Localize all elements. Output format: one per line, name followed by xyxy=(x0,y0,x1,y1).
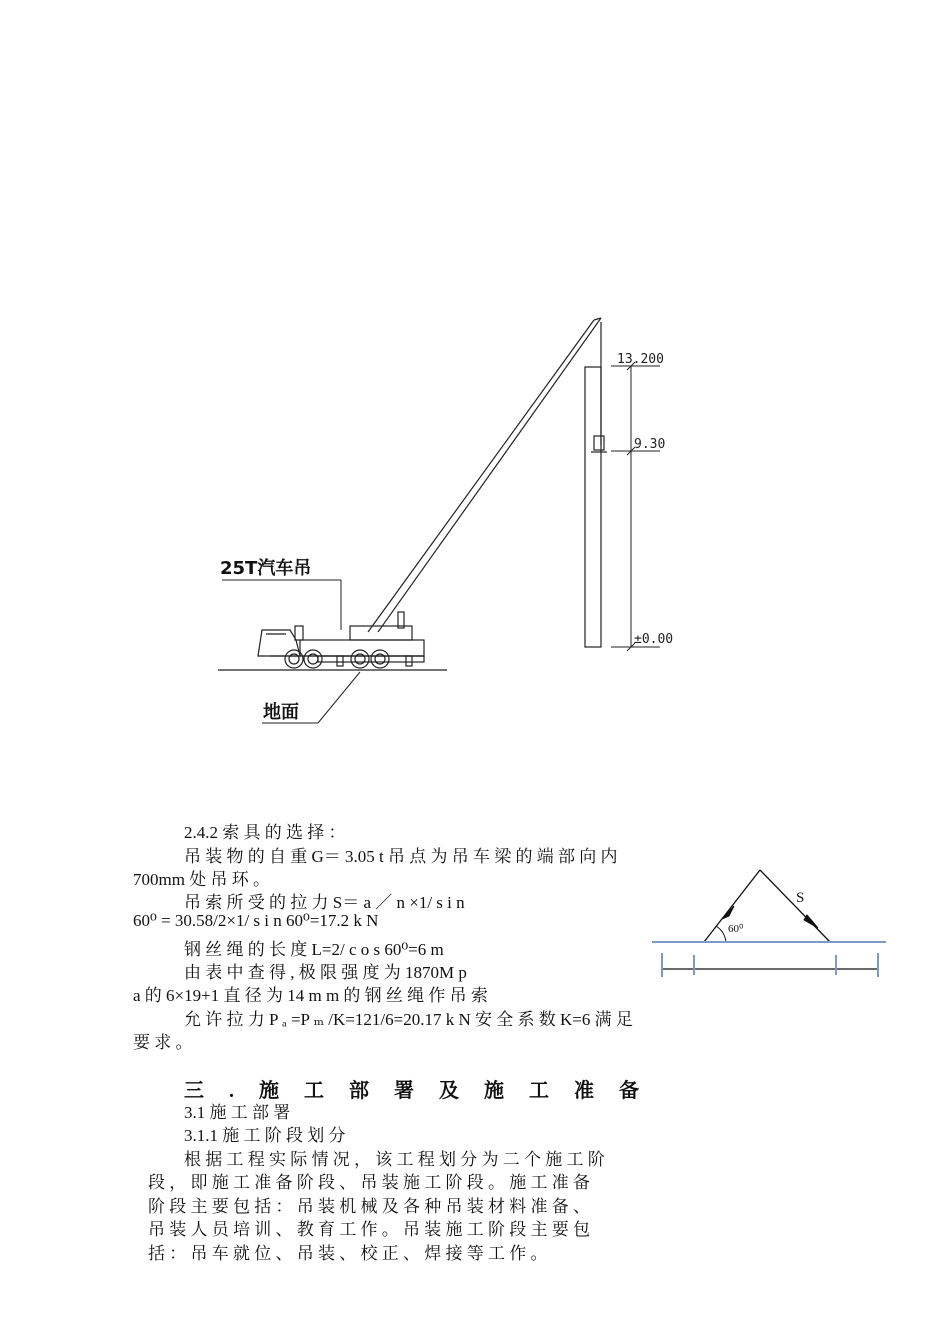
section-311-heading: 3.1.1 施 工 阶 段 划 分 xyxy=(184,1126,346,1145)
crane-boom xyxy=(368,318,601,632)
section-311-para-line4: 吊 装 人 员 培 训 、 教 育 工 作 。 吊 装 施 工 阶 段 主 要 包 xyxy=(148,1220,590,1239)
section-311-para-line1: 根 据 工 程 实 际 情 况 ， 该 工 程 划 分 为 二 个 施 工 阶 xyxy=(184,1150,605,1169)
ground-label-leader-diag xyxy=(318,672,360,723)
section-242-line4a: 由 表 中 查 得 , 极 限 强 度 为 1870M p xyxy=(184,963,467,982)
section-242-line4b: a 的 6×19+1 直 径 为 14 m m 的 钢 丝 绳 作 吊 索 xyxy=(133,986,488,1005)
section-242-heading: 2.4.2 索 具 的 选 择 ： xyxy=(184,823,346,842)
section-242-line5a: 允 许 拉 力 P ₐ =P ₘ /K=121/6=20.17 k N 安 全 系 数 K=6 满 足 xyxy=(184,1010,633,1029)
section-242-line1b: 700mm 处 吊 环 。 xyxy=(133,870,270,889)
section-242-line2b: 60⁰ = 30.58/2×1/ s i n 60⁰=17.2 k N xyxy=(133,911,379,930)
section-311-para-line2: 段 ， 即 施 工 准 备 阶 段 、 吊 装 施 工 阶 段 。 施 工 准 备 xyxy=(148,1173,590,1192)
section-242-line1a: 吊 装 物 的 自 重 G＝ 3.05 t 吊 点 为 吊 车 梁 的 端 部 向 内 xyxy=(184,847,618,866)
steel-column xyxy=(585,322,607,647)
section-311-para-line3: 阶 段 主 要 包 括 ： 吊 装 机 械 及 各 种 吊 装 材 料 准 备 、 xyxy=(148,1197,590,1216)
angle-label: 60⁰ xyxy=(728,923,744,935)
arrow-left-icon xyxy=(722,906,734,919)
elevation-label-mid: 9.30 xyxy=(634,437,666,452)
ground-label: 地面 xyxy=(263,702,299,723)
force-label: S xyxy=(796,890,805,906)
elevation-label-top: 13.200 xyxy=(617,352,664,367)
section-242-line2a: 吊 索 所 受 的 拉 力 S＝ a ／ n ×1/ s i n xyxy=(184,893,465,912)
section-3-heading: 三 . 施 工 部 署 及 施 工 准 备 xyxy=(184,1080,649,1102)
section-242-line3: 钢 丝 绳 的 长 度 L=2/ c o s 60⁰=6 m xyxy=(184,940,444,959)
section-242-line5b: 要 求 。 xyxy=(133,1033,193,1052)
sling-right xyxy=(760,870,830,942)
section-31-heading: 3.1 施 工 部 署 xyxy=(184,1103,291,1122)
angle-arc xyxy=(716,926,726,942)
sling-force-diagram xyxy=(650,862,890,982)
arrow-right-icon xyxy=(804,915,818,928)
elevation-dimension xyxy=(611,362,660,651)
elevation-label-base: ±0.00 xyxy=(634,632,674,647)
crane-label: 25T汽车吊 xyxy=(220,558,312,579)
section-311-para-line5: 括 ： 吊 车 就 位 、 吊 装 、 校 正 、 焊 接 等 工 作 。 xyxy=(148,1244,548,1263)
